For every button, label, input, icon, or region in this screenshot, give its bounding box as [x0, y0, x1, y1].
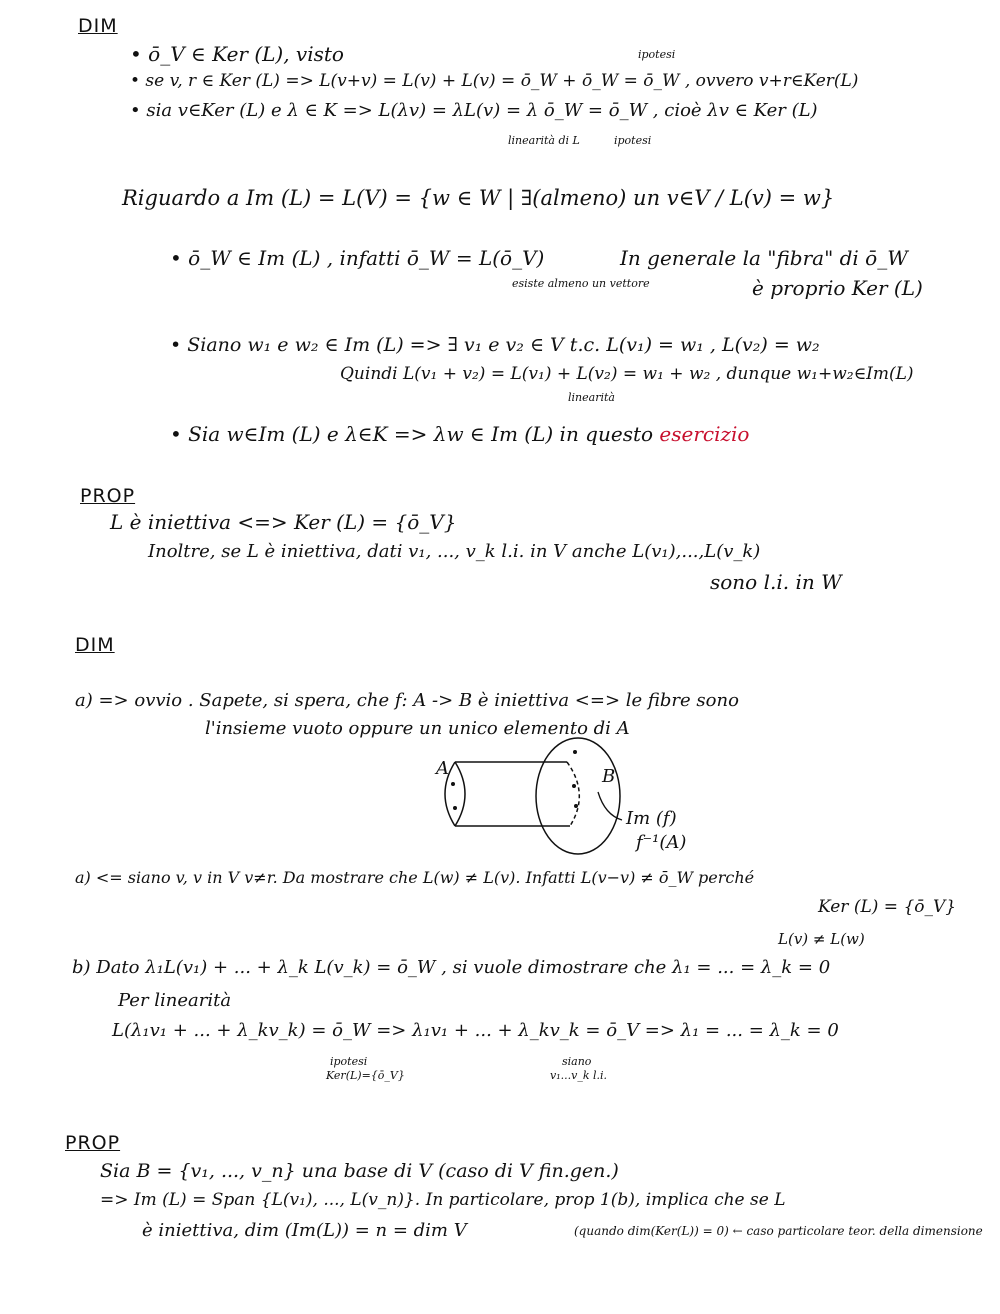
dim1-line2-note: ipotesi: [638, 48, 676, 61]
prop1-line-1: L è iniettiva <=> Ker (L) = {ō_V}: [110, 510, 457, 534]
fig-label-im: Im (f): [626, 808, 677, 829]
image-bullet-3-red: esercizio: [659, 422, 750, 446]
dim1-line3-note-hypothesis: ipotesi: [614, 134, 652, 147]
dim2-a-line-2: l'insieme vuoto oppure un unico elemento di A: [205, 718, 630, 739]
dim1-line-2: • se v, r ∈ Ker (L) => L(v+v) = L(v) + L(v) = ō_W + ō_W = ō_W , ovvero v+r∈Ker(L): [130, 71, 859, 91]
dim2-b-line-1: b) Dato λ₁L(v₁) + ... + λ_k L(v_k) = ō_W , si vuole dimostrare che λ₁ = ... = λ_k = 0: [72, 957, 831, 978]
prop2-line-2: => Im (L) = Span {L(v₁), ..., L(v_n)}. In particolare, prop 1(b), implica che se L: [100, 1190, 786, 1210]
image-bullet-1-right-1: In generale la "fibra" di ō_W: [620, 246, 908, 270]
dim2-b-note-1b: Ker(L)={ō_V}: [326, 1069, 405, 1082]
dim2-a-neq: L(v) ≠ L(w): [778, 930, 865, 948]
prop1-line-3: sono l.i. in W: [710, 570, 842, 594]
dim2-b-note-2a: siano: [562, 1055, 592, 1068]
dim-heading-2: DIM: [75, 634, 115, 656]
image-bullet-1-right-2: è proprio Ker (L): [752, 276, 923, 300]
dim1-line3-note-linearity: linearità di L: [508, 134, 580, 147]
fig-label-finv: f⁻¹(A): [636, 832, 687, 853]
dim2-a-line-1: a) => ovvio . Sapete, si spera, che f: A -> B è iniettiva <=> le fibre sono: [75, 690, 739, 711]
dim-heading-1: DIM: [78, 15, 118, 37]
prop-heading-1: PROP: [80, 485, 136, 507]
dim1-line-3: • sia v∈Ker (L) e λ ∈ K => L(λv) = λL(v) = λ ō_W = ō_W , cioè λv ∈ Ker (L): [130, 100, 818, 121]
image-bullet-2-note: linearità: [568, 391, 615, 404]
prop1-line-2: Inoltre, se L è iniettiva, dati v₁, ..., v_k l.i. in V anche L(v₁),...,L(v_k): [148, 541, 761, 562]
image-bullet-2b: Quindi L(v₁ + v₂) = L(v₁) + L(v₂) = w₁ + w₂ , dunque w₁+w₂∈Im(L): [340, 364, 914, 384]
dim2-a-ker: Ker (L) = {ō_V}: [818, 897, 957, 917]
image-intro: Riguardo a Im (L) = L(V) = {w ∈ W | ∃(almeno) un v∈V / L(v) = w}: [122, 186, 835, 210]
image-bullet-1: • ō_W ∈ Im (L) , infatti ō_W = L(ō_V): [170, 246, 545, 270]
image-bullet-3-text: • Sia w∈Im (L) e λ∈K => λw ∈ Im (L) in questo: [170, 422, 654, 446]
image-bullet-2a: • Siano w₁ e w₂ ∈ Im (L) => ∃ v₁ e v₂ ∈ V t.c. L(v₁) = w₁ , L(v₂) = w₂: [170, 334, 820, 356]
image-bullet-1-note: esiste almeno un vettore: [512, 277, 650, 290]
dim2-a-reverse: a) <= siano v, v in V v≠r. Da mostrare che L(w) ≠ L(v). Infatti L(v−v) ≠ ō_W perché: [75, 868, 755, 887]
dim2-b-note-2b: v₁...v_k l.i.: [550, 1069, 608, 1082]
dim2-b-line-2: Per linearità: [118, 990, 232, 1011]
prop-heading-2: PROP: [65, 1132, 121, 1154]
prop2-line-1: Sia B = {v₁, ..., v_n} una base di V (caso di V fin.gen.): [100, 1160, 619, 1182]
prop2-line-3-note: (quando dim(Ker(L)) = 0) ← caso particolare teor. della dimensione: [574, 1224, 983, 1238]
fig-label-a: A: [436, 758, 449, 779]
dim2-b-note-1a: ipotesi: [330, 1055, 368, 1068]
prop2-line-3: è iniettiva, dim (Im(L)) = n = dim V: [142, 1220, 467, 1241]
dim2-b-line-3: L(λ₁v₁ + ... + λ_kv_k) = ō_W => λ₁v₁ + ... + λ_kv_k = ō_V => λ₁ = ... = λ_k = 0: [112, 1020, 839, 1041]
dim1-line-1: • ō_V ∈ Ker (L), visto: [130, 42, 344, 66]
fig-label-b: B: [602, 766, 616, 787]
